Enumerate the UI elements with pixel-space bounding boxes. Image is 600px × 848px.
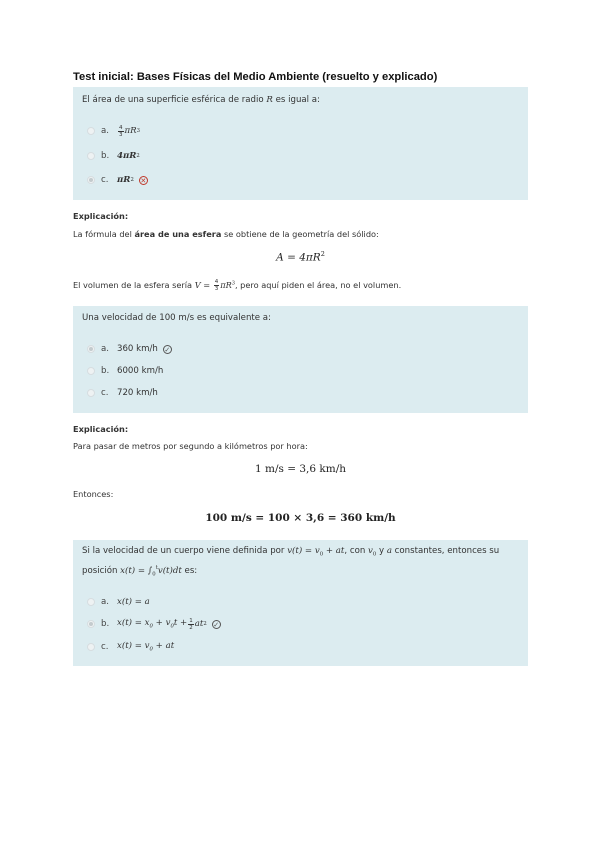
explanation-2-line-1: Para pasar de metros por segundo a kilómetros por hora: bbox=[73, 441, 308, 451]
incorrect-icon: ✕ bbox=[140, 176, 147, 185]
radio-button[interactable] bbox=[87, 389, 95, 397]
explanation-1-equation: $A = 4\pi R^2$ bbox=[276, 250, 325, 264]
explanation-1-line-2: El volumen de la esfera sería V = $\frac{4}{3}$ $\pi R^3$, pero aquí piden el área, no el volumen. bbox=[73, 279, 402, 292]
question-1-option-c[interactable]: c. πR 2 ✕ bbox=[87, 173, 148, 187]
page-title: Test inicial: Bases Físicas del Medio Ambiente (resuelto y explicado) bbox=[73, 71, 438, 83]
question-2-option-c[interactable]: c. 720 km/h bbox=[87, 386, 158, 400]
explanation-1-line-1: La fórmula del área de una esfera se obtiene de la geometría del sólido: bbox=[73, 229, 379, 239]
explanation-2-equation-2: 100 m/s = 100 × 3,6 = 360 km/h bbox=[205, 512, 396, 524]
explanation-2-line-2: Entonces: bbox=[73, 489, 114, 499]
correct-icon: ✓ bbox=[213, 620, 220, 629]
question-3-option-a[interactable]: a. x(t) = a bbox=[87, 595, 150, 609]
question-1-text: El área de una superficie esférica de radio R es igual a: bbox=[82, 95, 320, 105]
question-3-option-b[interactable]: b. $x(t) = x_0 + v_0t$ + $\frac{1}{2}$ at 2 ✓ bbox=[87, 617, 221, 631]
radio-button[interactable] bbox=[87, 152, 95, 160]
explanation-2-equation-1: 1 m/s = 3,6 km/h bbox=[254, 463, 347, 475]
explanation-1-heading: Explicación: bbox=[73, 211, 129, 221]
question-1-option-b[interactable]: b. 4πR 2 bbox=[87, 149, 140, 163]
question-1-option-a[interactable]: a. $\frac{4}{3}$ πR 3 bbox=[87, 124, 140, 138]
question-3-box bbox=[73, 540, 528, 666]
radio-button-selected[interactable] bbox=[87, 345, 95, 353]
question-2-option-a[interactable]: a. 360 km/h ✓ bbox=[87, 342, 172, 356]
question-2-text: Una velocidad de 100 m/s es equivalente a: bbox=[82, 313, 271, 323]
question-2-box bbox=[73, 306, 528, 413]
radio-button[interactable] bbox=[87, 598, 95, 606]
radio-button[interactable] bbox=[87, 643, 95, 651]
question-2-option-b[interactable]: b. 6000 km/h bbox=[87, 364, 163, 378]
correct-icon: ✓ bbox=[164, 345, 171, 354]
question-3-text-line-2: posición $x(t) = \int_0^tv(t)dt$ es: bbox=[82, 565, 198, 578]
radio-button-selected[interactable] bbox=[87, 176, 95, 184]
question-1-box bbox=[73, 87, 528, 200]
explanation-2-heading: Explicación: bbox=[73, 424, 129, 434]
radio-button-selected[interactable] bbox=[87, 620, 95, 628]
radio-button[interactable] bbox=[87, 367, 95, 375]
question-3-text-line-1: Si la velocidad de un cuerpo viene definida por $v(t) = v_0$ + at, con $v_0$ y a constantes, entonces su bbox=[82, 546, 500, 558]
radio-button[interactable] bbox=[87, 127, 95, 135]
question-3-option-c[interactable]: c. $x(t) = v_0$ + at bbox=[87, 640, 174, 654]
